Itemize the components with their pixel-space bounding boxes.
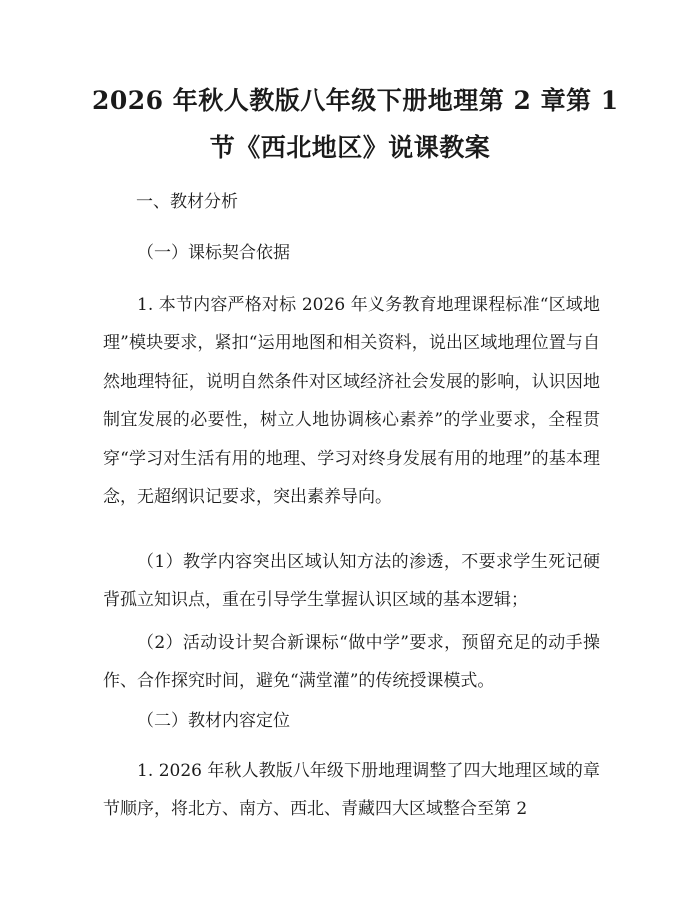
- document-title-line-1: 2026 年秋人教版八年级下册地理第 2 章第 1: [92, 86, 619, 115]
- subsection-heading-content-positioning: （二）教材内容定位: [137, 711, 290, 731]
- paragraph-curriculum-requirements: 1. 本节内容严格对标 2026 年义务教育地理课程标准“区域地理”模块要求，紧扣“运用地图和相关资料，说出区域地理位置与自然地理特征，说明自然条件对区域经济社会发展的影响，认识因地制宜发展的必要性，树立人地协调核心素养”的学业要求，全程贯穿“学习对生活有用的地理、学习对终身发展有用的地理”的基本理念，无超纲识记要求，突出素养导向。: [103, 295, 600, 508]
- section-heading-textbook-analysis: 一、教材分析: [136, 192, 238, 212]
- subsection-heading-curriculum-basis: （一）课标契合依据: [137, 243, 290, 263]
- paragraph-point-2: （2）活动设计契合新课标“做中学”要求，预留充足的动手操作、合作探究时间，避免“满堂灌”的传统授课模式。: [103, 633, 600, 692]
- paragraph-point-1: （1）教学内容突出区域认知方法的渗透，不要求学生死记硬背孤立知识点，重在引导学生掌握认识区域的基本逻辑；: [103, 552, 600, 611]
- paragraph-content-positioning: 1. 2026 年秋人教版八年级下册地理调整了四大地理区域的章节顺序，将北方、南方、西北、青藏四大区域整合至第 2: [103, 761, 600, 820]
- document-title-line-2: 节《西北地区》说课教案: [209, 133, 491, 162]
